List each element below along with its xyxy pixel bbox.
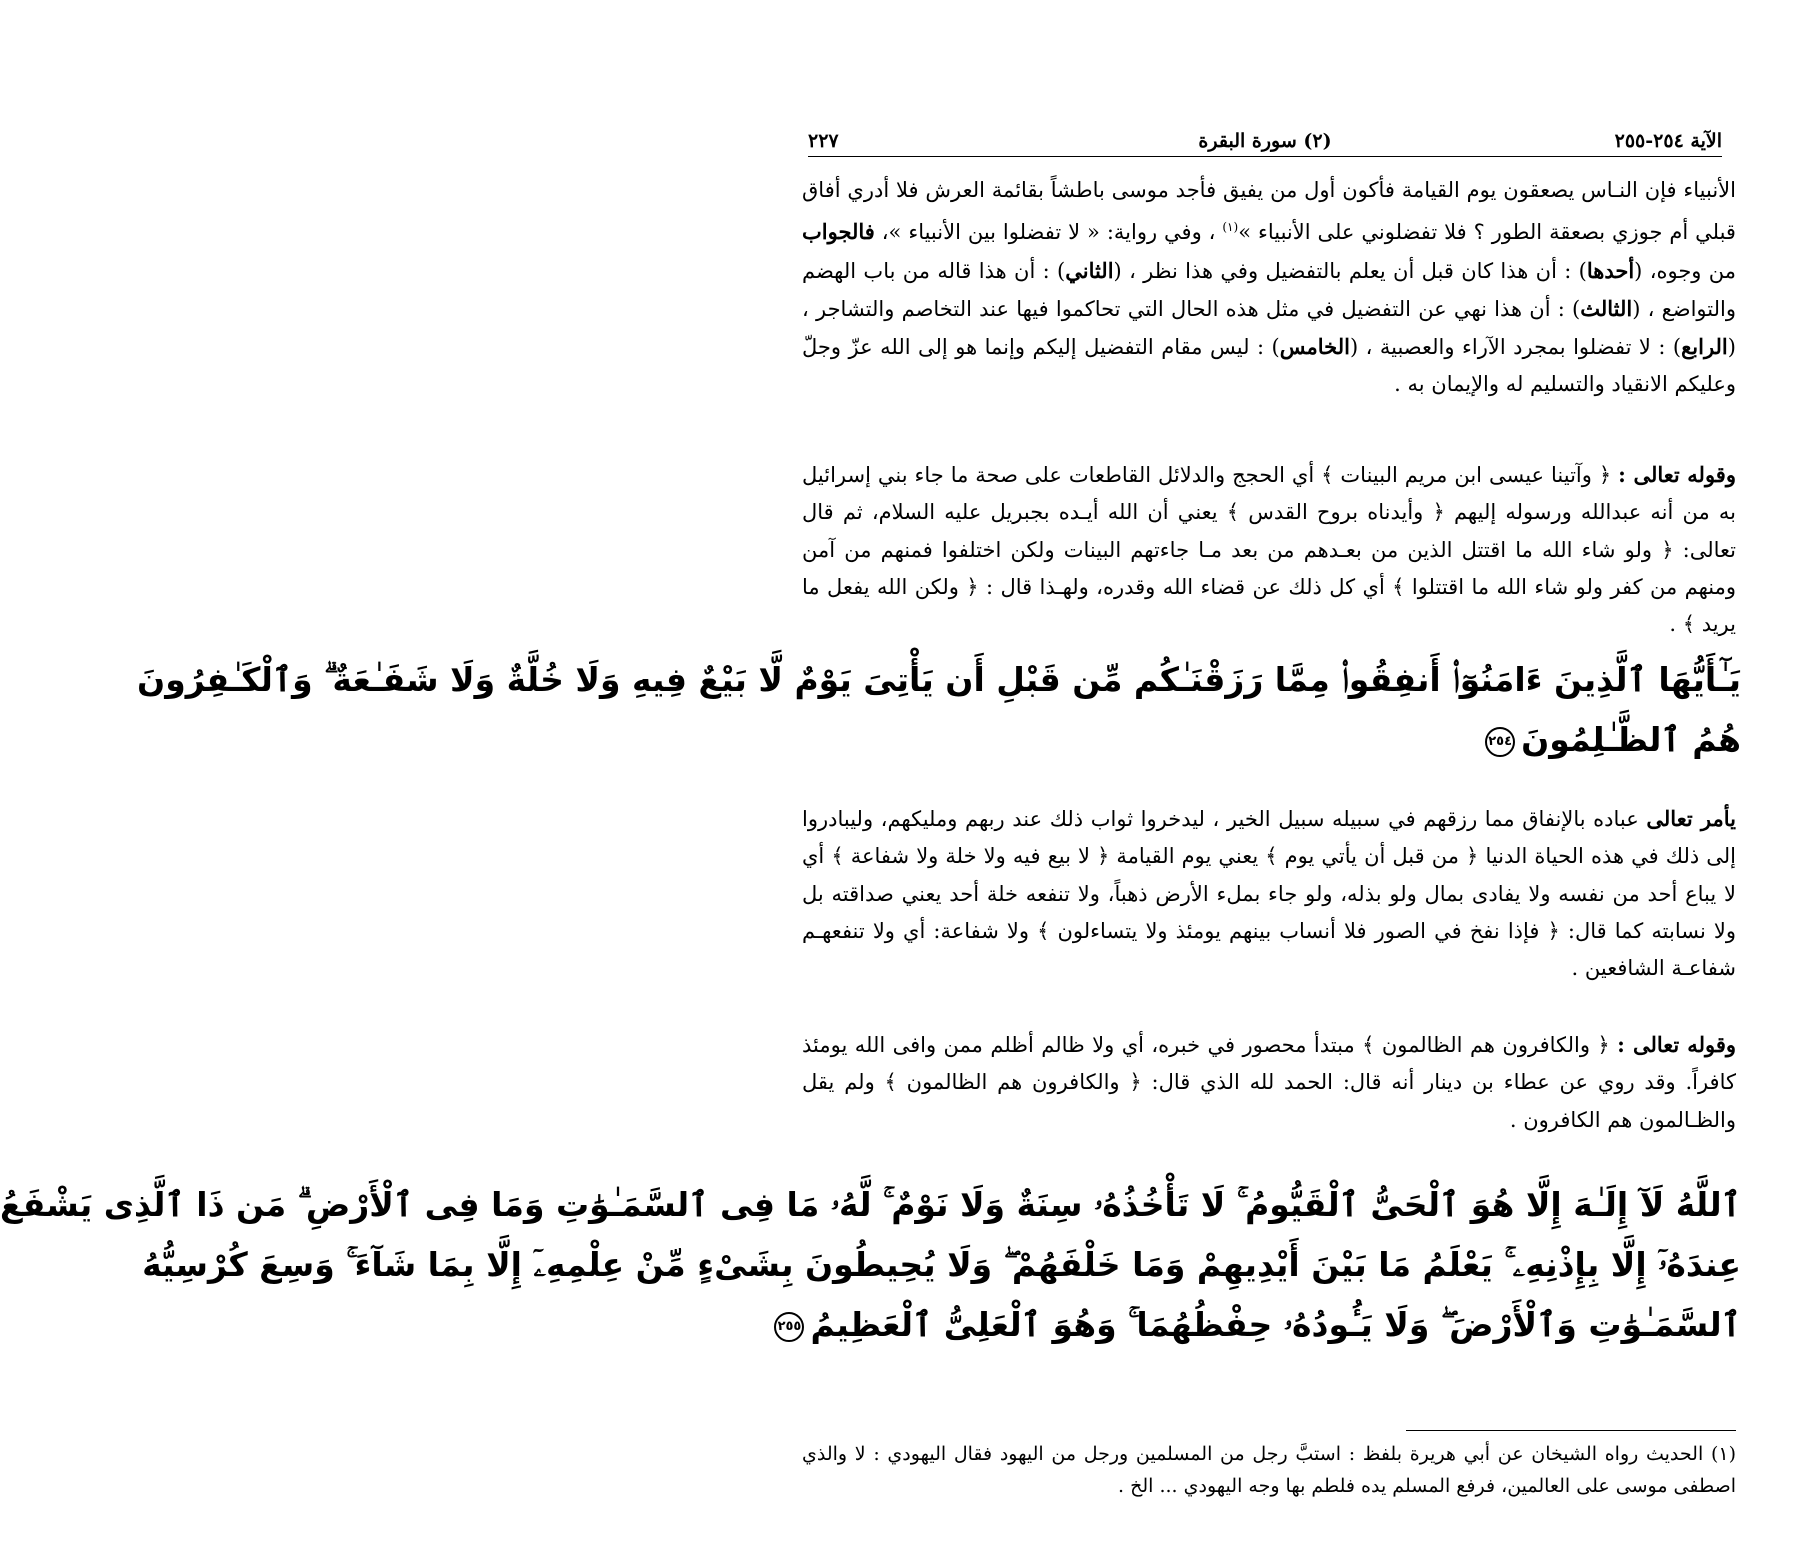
page-number: ٢٢٧ — [808, 130, 839, 152]
verse-line — [777, 1295, 1741, 1355]
bold-term: الرابع — [1681, 334, 1728, 360]
verse-text: ٱلسَّمَـٰوَٰتِ وَٱلْأَرْضَ ۖ وَلَا يَـُٔودُهُۥ حِفْظُهُمَا ۚ وَهُوَ ٱلْعَلِىُّ ٱلْعَظِيمُ — [810, 1305, 1741, 1344]
paragraph-text: ﴿ والكافرون هم الظالمون ﴾ مبتدأ محصور في خبره، أي ولا ظالم أظلم ممن وافى الله يومئذ كافراً. وقد روي عن عطاء بن دينار أنه قال: الحمد لله الذي قال: ﴿ والكافرون هم الظالمون ﴾ ولم يقل والظـالمون هم الكافرون . — [802, 1033, 1736, 1132]
verse-text: هُمُ ٱلظَّـٰلِمُونَ — [1521, 720, 1741, 759]
footnote-marker: (١) — [1222, 220, 1239, 235]
paragraph-spending — [802, 800, 1736, 987]
verse-number-icon: ٢٥٤ — [1485, 727, 1515, 757]
verse-range-label: الآية ٢٥٤-٢٥٥ — [1614, 130, 1722, 152]
text-segment: ) : أن هذا نهي عن التفضيل في مثل هذه الحال التي تحاكموا فيها عند التخاصم والتشاجر ، ( — [802, 296, 1736, 360]
bold-term: الثالث — [1580, 295, 1633, 321]
paragraph-text: عباده بالإنفاق مما رزقهم في سبيله سبيل الخير ، ليدخروا ثواب ذلك عند ربهم ومليكهم، وليبادروا إلى ذلك في هذه الحياة الدنيا ﴿ من قبل أن يأتي يوم ﴾ يعني يوم القيامة ﴿ لا بيع فيه ولا خلة ولا شفاعة ﴾ أي لا يباع أحد من نفسه ولا يفادى بمال ولو بذله، ولو جاء بملء الأرض ذهباً، ولا تنفعه خلة أحد يعني صداقته بل ولا نسابته كما قال: ﴿ فإذا نفخ في الصور فلا أنساب بينهم يومئذ ولا يتساءلون ﴾ ولا شفاعة: أي ولا تنفعهـم شفاعـة الشافعين . — [802, 807, 1736, 981]
header-divider — [808, 156, 1722, 157]
bold-term: الخامس — [1279, 334, 1350, 360]
paragraph-disbelievers — [802, 1026, 1736, 1139]
bold-lead: يأمر تعالى — [1646, 806, 1736, 831]
text-segment: ) : ليس مقام التفضيل إليكم وإنما هو إلى الله عزّ وجلّ وعليكم الانقياد والتسليم له والإيمان به . — [802, 335, 1736, 397]
bold-term: أحدها — [1586, 257, 1635, 283]
verse-number-icon: ٢٥٥ — [774, 1312, 804, 1342]
paragraph-text: ﴿ وآتينا عيسى ابن مريم البينات ﴾ أي الحجج والدلائل القاطعات على صحة ما جاء بني إسرائيل به من أنه عبدالله ورسوله إليهم ﴿ وأيدناه بروح القدس ﴾ يعني أن الله أيـده بجبريل عليه السلام، ثم قال تعالى: ﴿ ولو شاء الله ما اقتتل الذين من بعـدهم من بعد مـا جاءتهم البينات ولكن اختلفوا فمنهم من آمن ومنهم من كفر ولو شاء الله ما اقتتلوا ﴾ أي كل ذلك عن قضاء الله وقدره، ولهـذا قال : ﴿ ولكن الله يفعل ما يريد ﴾ . — [802, 463, 1736, 637]
page-header — [808, 118, 1722, 154]
text-segment: ، وفي رواية: « لا تفضلوا بين الأنبياء »، — [881, 220, 1216, 245]
quran-verse-254 — [137, 650, 1741, 770]
footnote-divider — [1406, 1430, 1736, 1431]
paragraph-isa-bayyinat — [802, 456, 1736, 643]
bold-term: الثاني — [1065, 257, 1114, 283]
verse-line: عِندَهُۥٓ إِلَّا بِإِذْنِهِۦ ۚ يَعْلَمُ مَا بَيْنَ أَيْدِيهِمْ وَمَا خَلْفَهُمْ ۖ وَلَا يُحِيطُونَ بِشَىْءٍ مِّنْ عِلْمِهِۦٓ إِلَّا بِمَا شَآءَ ۚ وَسِعَ كُرْسِيُّهُ — [142, 1245, 1741, 1284]
surah-title: (٢) سورة البقرة — [1198, 130, 1332, 152]
text-segment: الأنبياء فإن النـاس يصعقون يوم القيامة فأكون أول من يفيق فأجد موسى باطشاً بقائمة العرش فلا أدري أفاق قبلي أم جوزي بصعقة الطور ؟ فلا تفضلوني على الأنبياء » — [802, 178, 1736, 245]
text-segment: ) : أن هذا كان قبل أن يعلم بالتفضيل وفي هذا نظر ، ( — [1113, 258, 1587, 283]
quran-verse-255 — [0, 1175, 1741, 1355]
text-segment: ) : أن هذا قاله من باب الهضم والتواضع ، ( — [802, 258, 1736, 321]
bold-lead: وقوله تعالى : — [1617, 1032, 1736, 1057]
verse-line: يَـٰٓأَيُّهَا ٱلَّذِينَ ءَامَنُوٓا۟ أَنفِقُوا۟ مِمَّا رَزَقْنَـٰكُم مِّن قَبْلِ أَن يَأْتِىَ يَوْمٌ لَّا بَيْعٌ فِيهِ وَلَا خُلَّةٌ وَلَا شَفَـٰعَةٌ ۗ وَٱلْكَـٰفِرُونَ — [137, 660, 1741, 699]
bold-term: فالجواب — [802, 219, 875, 245]
text-segment: ) : لا تفضلوا بمجرد الآراء والعصبية ، ( — [1349, 335, 1682, 360]
paragraph-prophets-preference — [802, 172, 1736, 404]
text-segment: من وجوه، ( — [1634, 258, 1737, 283]
footnote: (١) الحديث رواه الشيخان عن أبي هريرة بلفظ : استبَّ رجل من المسلمين ورجل من اليهود فقال اليهودي : لا والذي اصطفى موسى على العالمين، فرفع المسلم يده فلطم بها وجه اليهودي ... الخ . — [802, 1443, 1736, 1497]
bold-lead: وقوله تعالى : — [1618, 462, 1736, 487]
verse-line — [790, 710, 1741, 770]
verse-line: ٱللَّهُ لَآ إِلَـٰهَ إِلَّا هُوَ ٱلْحَىُّ ٱلْقَيُّومُ ۚ لَا تَأْخُذُهُۥ سِنَةٌ وَلَا نَوْمٌ ۚ لَّهُۥ مَا فِى ٱلسَّمَـٰوَٰتِ وَمَا فِى ٱلْأَرْضِ ۗ مَن ذَا ٱلَّذِى يَشْفَعُ — [0, 1185, 1741, 1224]
